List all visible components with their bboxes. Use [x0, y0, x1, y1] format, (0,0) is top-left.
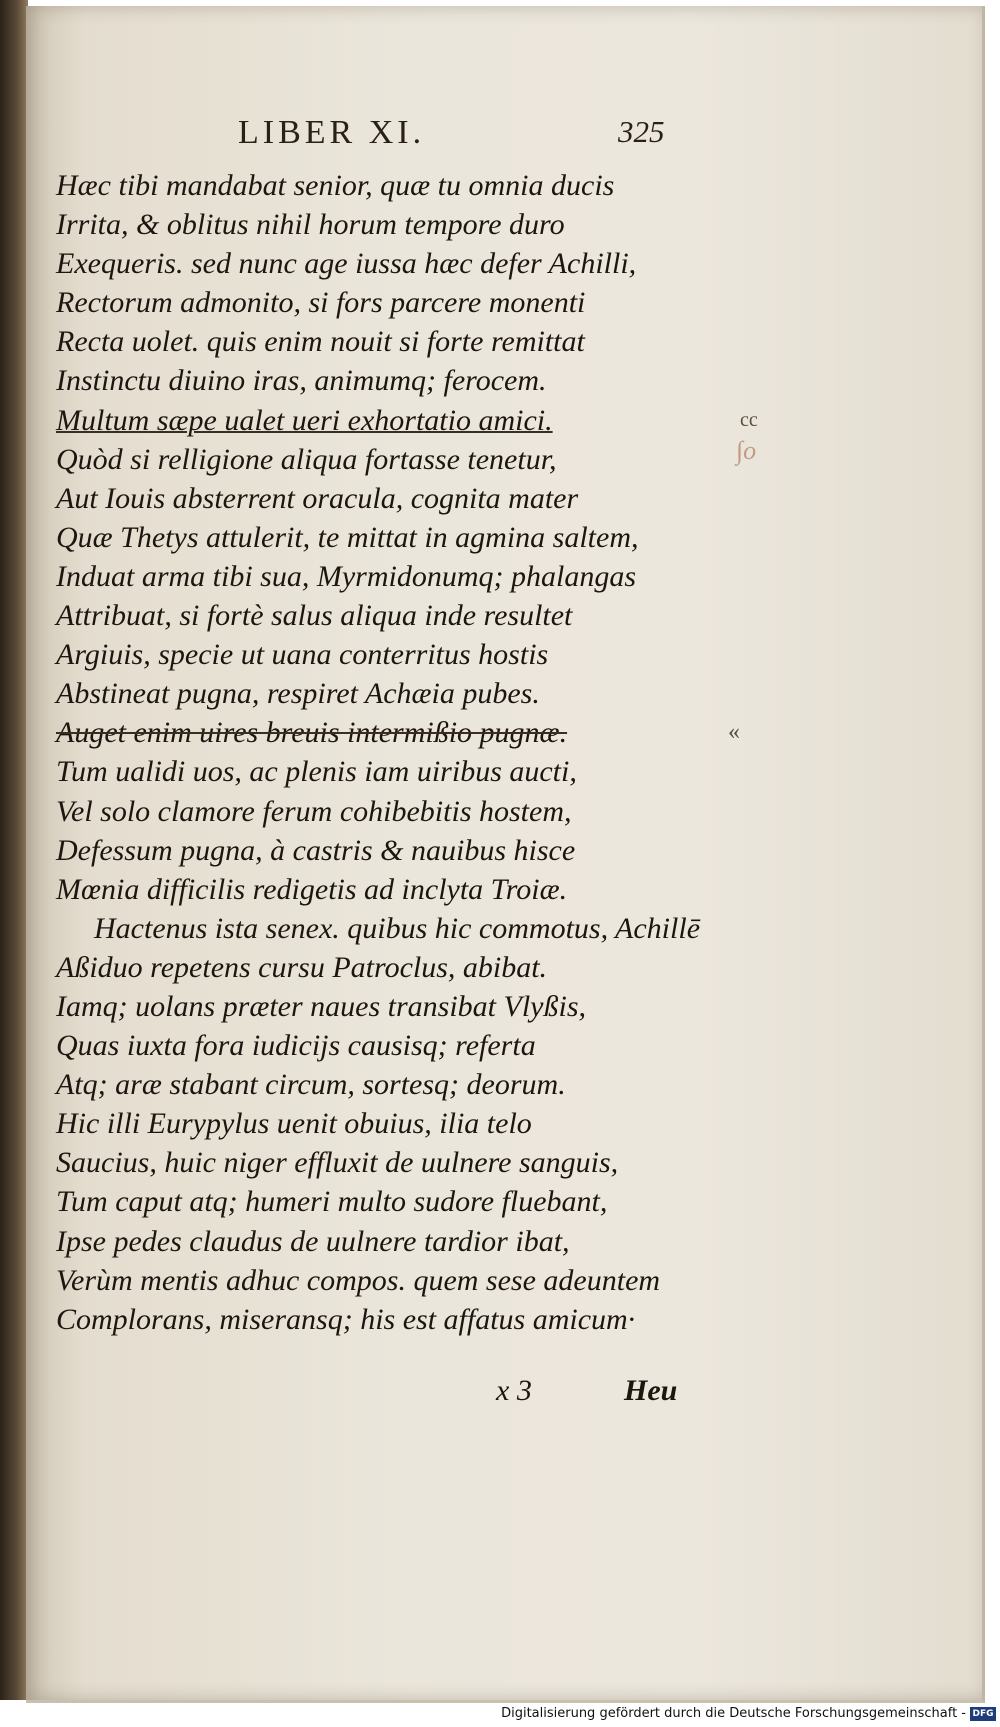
verse-line: Tum caput atq; humeri multo sudore fluebant,	[56, 1185, 608, 1219]
verse-line: Induat arma tibi sua, Myrmidonumq; phalangas	[56, 559, 636, 593]
running-head-title: LIBER XI.	[238, 114, 426, 151]
verse-line: Atq; aræ stabant circum, sortesq; deorum.	[56, 1068, 566, 1102]
verse-line: Aßiduo repetens cursu Patroclus, abibat.	[56, 950, 548, 984]
verse-line-struck: Auget enim uires breuis intermißio pugnæ. «	[56, 713, 936, 752]
page-number: 325	[618, 114, 665, 149]
verse-line: Irrita, & oblitus nihil horum tempore duro	[56, 208, 565, 242]
verse-line: Defessum pugna, à castris & nauibus hisce	[56, 833, 576, 867]
handwritten-margin-note: ∫o	[736, 436, 757, 465]
verse-line: Complorans, miseransq; his est affatus amicum·	[56, 1302, 636, 1336]
digitization-notice-bar	[0, 1703, 1000, 1727]
verse-line: Quas iuxta fora iudicijs causisq; referta	[56, 1029, 536, 1063]
book-page	[26, 6, 985, 1703]
verse-line: Verùm mentis adhuc compos. quem sese adeuntem	[56, 1263, 661, 1297]
verse-line: Quòd si relligione aliqua fortasse tenetur,	[56, 442, 557, 476]
dfg-logo-icon: DFG	[970, 1707, 996, 1721]
catchword: Heu	[624, 1374, 678, 1407]
verse-line: Argiuis, specie ut uana conterritus hostis	[56, 638, 549, 672]
verse-line: Saucius, huic niger effluxit de uulnere sanguis,	[56, 1146, 619, 1180]
verse-text	[56, 166, 936, 1339]
scan-binding-edge	[0, 0, 28, 1700]
verse-line: Hactenus ista senex. quibus hic commotus, Achillē	[94, 911, 701, 945]
margin-mark: cc	[740, 408, 758, 431]
signature-mark: x 3	[496, 1374, 532, 1407]
verse-line: Instinctu diuino iras, animumq; ferocem.	[56, 364, 547, 398]
verse-line: Attribuat, si fortè salus aliqua inde resultet	[56, 599, 573, 633]
verse-line: Ipse pedes claudus de uulnere tardior ibat,	[56, 1224, 570, 1258]
verse-line: Hic illi Eurypylus uenit obuius, ilia telo	[56, 1107, 532, 1141]
verse-line: Tum ualidi uos, ac plenis iam uiribus aucti,	[56, 755, 577, 789]
margin-mark: «	[728, 719, 740, 746]
verse-line: Iamq; uolans præter naues transibat Vlyßis,	[56, 989, 586, 1023]
verse-line: Exequeris. sed nunc age iussa hæc defer Achilli,	[56, 247, 637, 281]
digitization-notice-text: Digitalisierung gefördert durch die Deutsche Forschungsgemeinschaft -	[501, 1706, 966, 1721]
verse-line: Quæ Thetys attulerit, te mittat in agmina saltem,	[56, 520, 639, 554]
verse-line: Abstineat pugna, respiret Achæia pubes.	[56, 677, 540, 711]
verse-line: Rectorum admonito, si fors parcere monenti	[56, 286, 586, 320]
verse-line-underlined: Multum sæpe ualet ueri exhortatio amici. cc	[56, 401, 936, 440]
verse-line: Recta uolet. quis enim nouit si forte remittat	[56, 325, 585, 359]
verse-line: Vel solo clamore ferum cohibebitis hostem,	[56, 794, 572, 828]
verse-line: Mœnia difficilis redigetis ad inclyta Troiæ.	[56, 872, 568, 906]
verse-line: Hæc tibi mandabat senior, quæ tu omnia ducis	[56, 169, 615, 202]
running-head	[26, 114, 982, 154]
page-footer	[26, 1374, 982, 1414]
verse-line: Aut Iouis absterrent oracula, cognita mater	[56, 481, 579, 515]
